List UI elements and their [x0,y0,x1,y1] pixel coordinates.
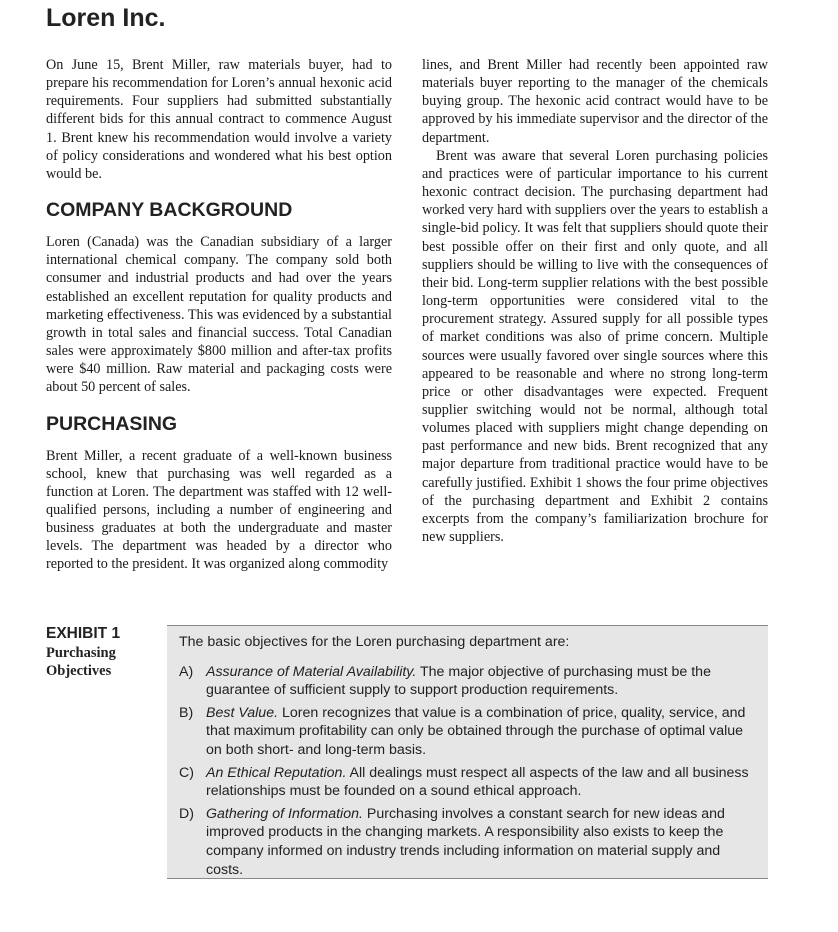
objective-body [206,805,758,879]
exhibit-box [167,625,768,879]
objective-item [179,805,758,879]
objective-item [179,704,758,760]
intro-paragraph: On June 15, Brent Miller, raw materials buyer, had to prepare his recommendation for Loren’s annual hexonic acid requirements. Four suppliers had submitted substantially different bids for this annual contract to commence August 1. Brent knew his recommendation would involve a variety of policy considerations and wondered what his best option would be. [46,57,392,182]
right-column [422,56,768,546]
exhibit-intro: The basic objectives for the Loren purchasing department are: [179,634,570,650]
objective-text: The major objective of purchasing must be the guarantee of sufficient supply to support production requirements. [206,663,711,699]
objective-text: All dealings must respect all aspects of the law and all business relationships must be founded on a sound ethical approach. [206,764,749,800]
objective-body [206,764,758,801]
exhibit-name-line1: Purchasing [46,645,116,661]
page-title: Loren Inc. [46,4,166,32]
objective-item [179,663,758,700]
policies-paragraph: Brent was aware that several Loren purchasing policies and practices were of particular importance to his current hexonic contract decision. The purchasing department had worked very hard with suppliers over the years to establish a single-bid policy. It was felt that suppliers should quote their best possible offer on their first and only quote, and all suppliers should be willing to live with the consequences of their bid. Long-term supplier relations with the best possible long-term opportunities were considered vital to the procurement strategy. Assured supply for all possible types of market conditions was also of prime concern. Multiple sources were usually favored over single sources where this appeared to be reasonable and where no strong long-term price or other disadvantages were expected. Frequent supplier switching would not be normal, although total volumes placed with suppliers might change depending on past performance and new bids. Brent recognized that any major departure from traditional practice would have to be carefully justified. Exhibit 1 shows the four prime objectives of the purchasing department and Exhibit 2 contains excerpts from the company’s familiarization brochure for new suppliers. [422,147,768,546]
company-background-heading: COMPANY BACKGROUND [46,199,293,222]
exhibit-label [46,624,156,680]
purchasing-paragraph: Brent Miller, a recent graduate of a well-known business school, knew that purchasing was well regarded as a function at Loren. The department was staffed with 12 well-qualified persons, including a number of engineering and business graduates at both the undergraduate and master levels. The department was headed by a director who reported to the president. It was organized along commodity [46,447,392,573]
objective-title: Assurance of Material Availability. [206,663,417,680]
objective-title: An Ethical Reputation. [206,764,347,781]
left-column [46,56,392,574]
objective-item [179,764,758,801]
objective-body [206,704,758,760]
objective-letter: D) [179,805,194,822]
exhibit-number: EXHIBIT 1 [46,625,121,642]
objective-title: Gathering of Information. [206,805,363,822]
objective-letter: A) [179,663,194,680]
objective-letter: B) [179,704,194,721]
objective-letter: C) [179,764,194,781]
continuation-paragraph: lines, and Brent Miller had recently been appointed raw materials buyer reporting to the manager of the chemicals buying group. The hexonic acid contract would have to be approved by his immediate supervisor and the director of the department. [422,57,768,146]
objective-title: Best Value. [206,704,279,721]
exhibit-name-line2: Objectives [46,663,112,679]
objective-body [206,663,758,700]
purchasing-heading: PURCHASING [46,412,178,435]
company-background-paragraph: Loren (Canada) was the Canadian subsidiary of a larger international chemical company. The company sold both consumer and industrial products and had over the years established an excellent reputation for quality products and marketing effectiveness. This was evidenced by a substantial growth in total sales and financial success. Total Canadian sales were approximately $800 million and after-tax profits were $40 million. Raw material and packaging costs were about 50 percent of sales. [46,234,392,396]
objective-text: Loren recognizes that value is a combination of price, quality, service, and that maximum profitability can only be obtained through the purchase of optimal value on both short- and long-term basis. [206,704,746,758]
objective-text: Purchasing involves a constant search for new ideas and improved products in the changing markets. A responsibility also exists to keep the company informed on industry trends including information on material supply and costs. [206,805,725,878]
